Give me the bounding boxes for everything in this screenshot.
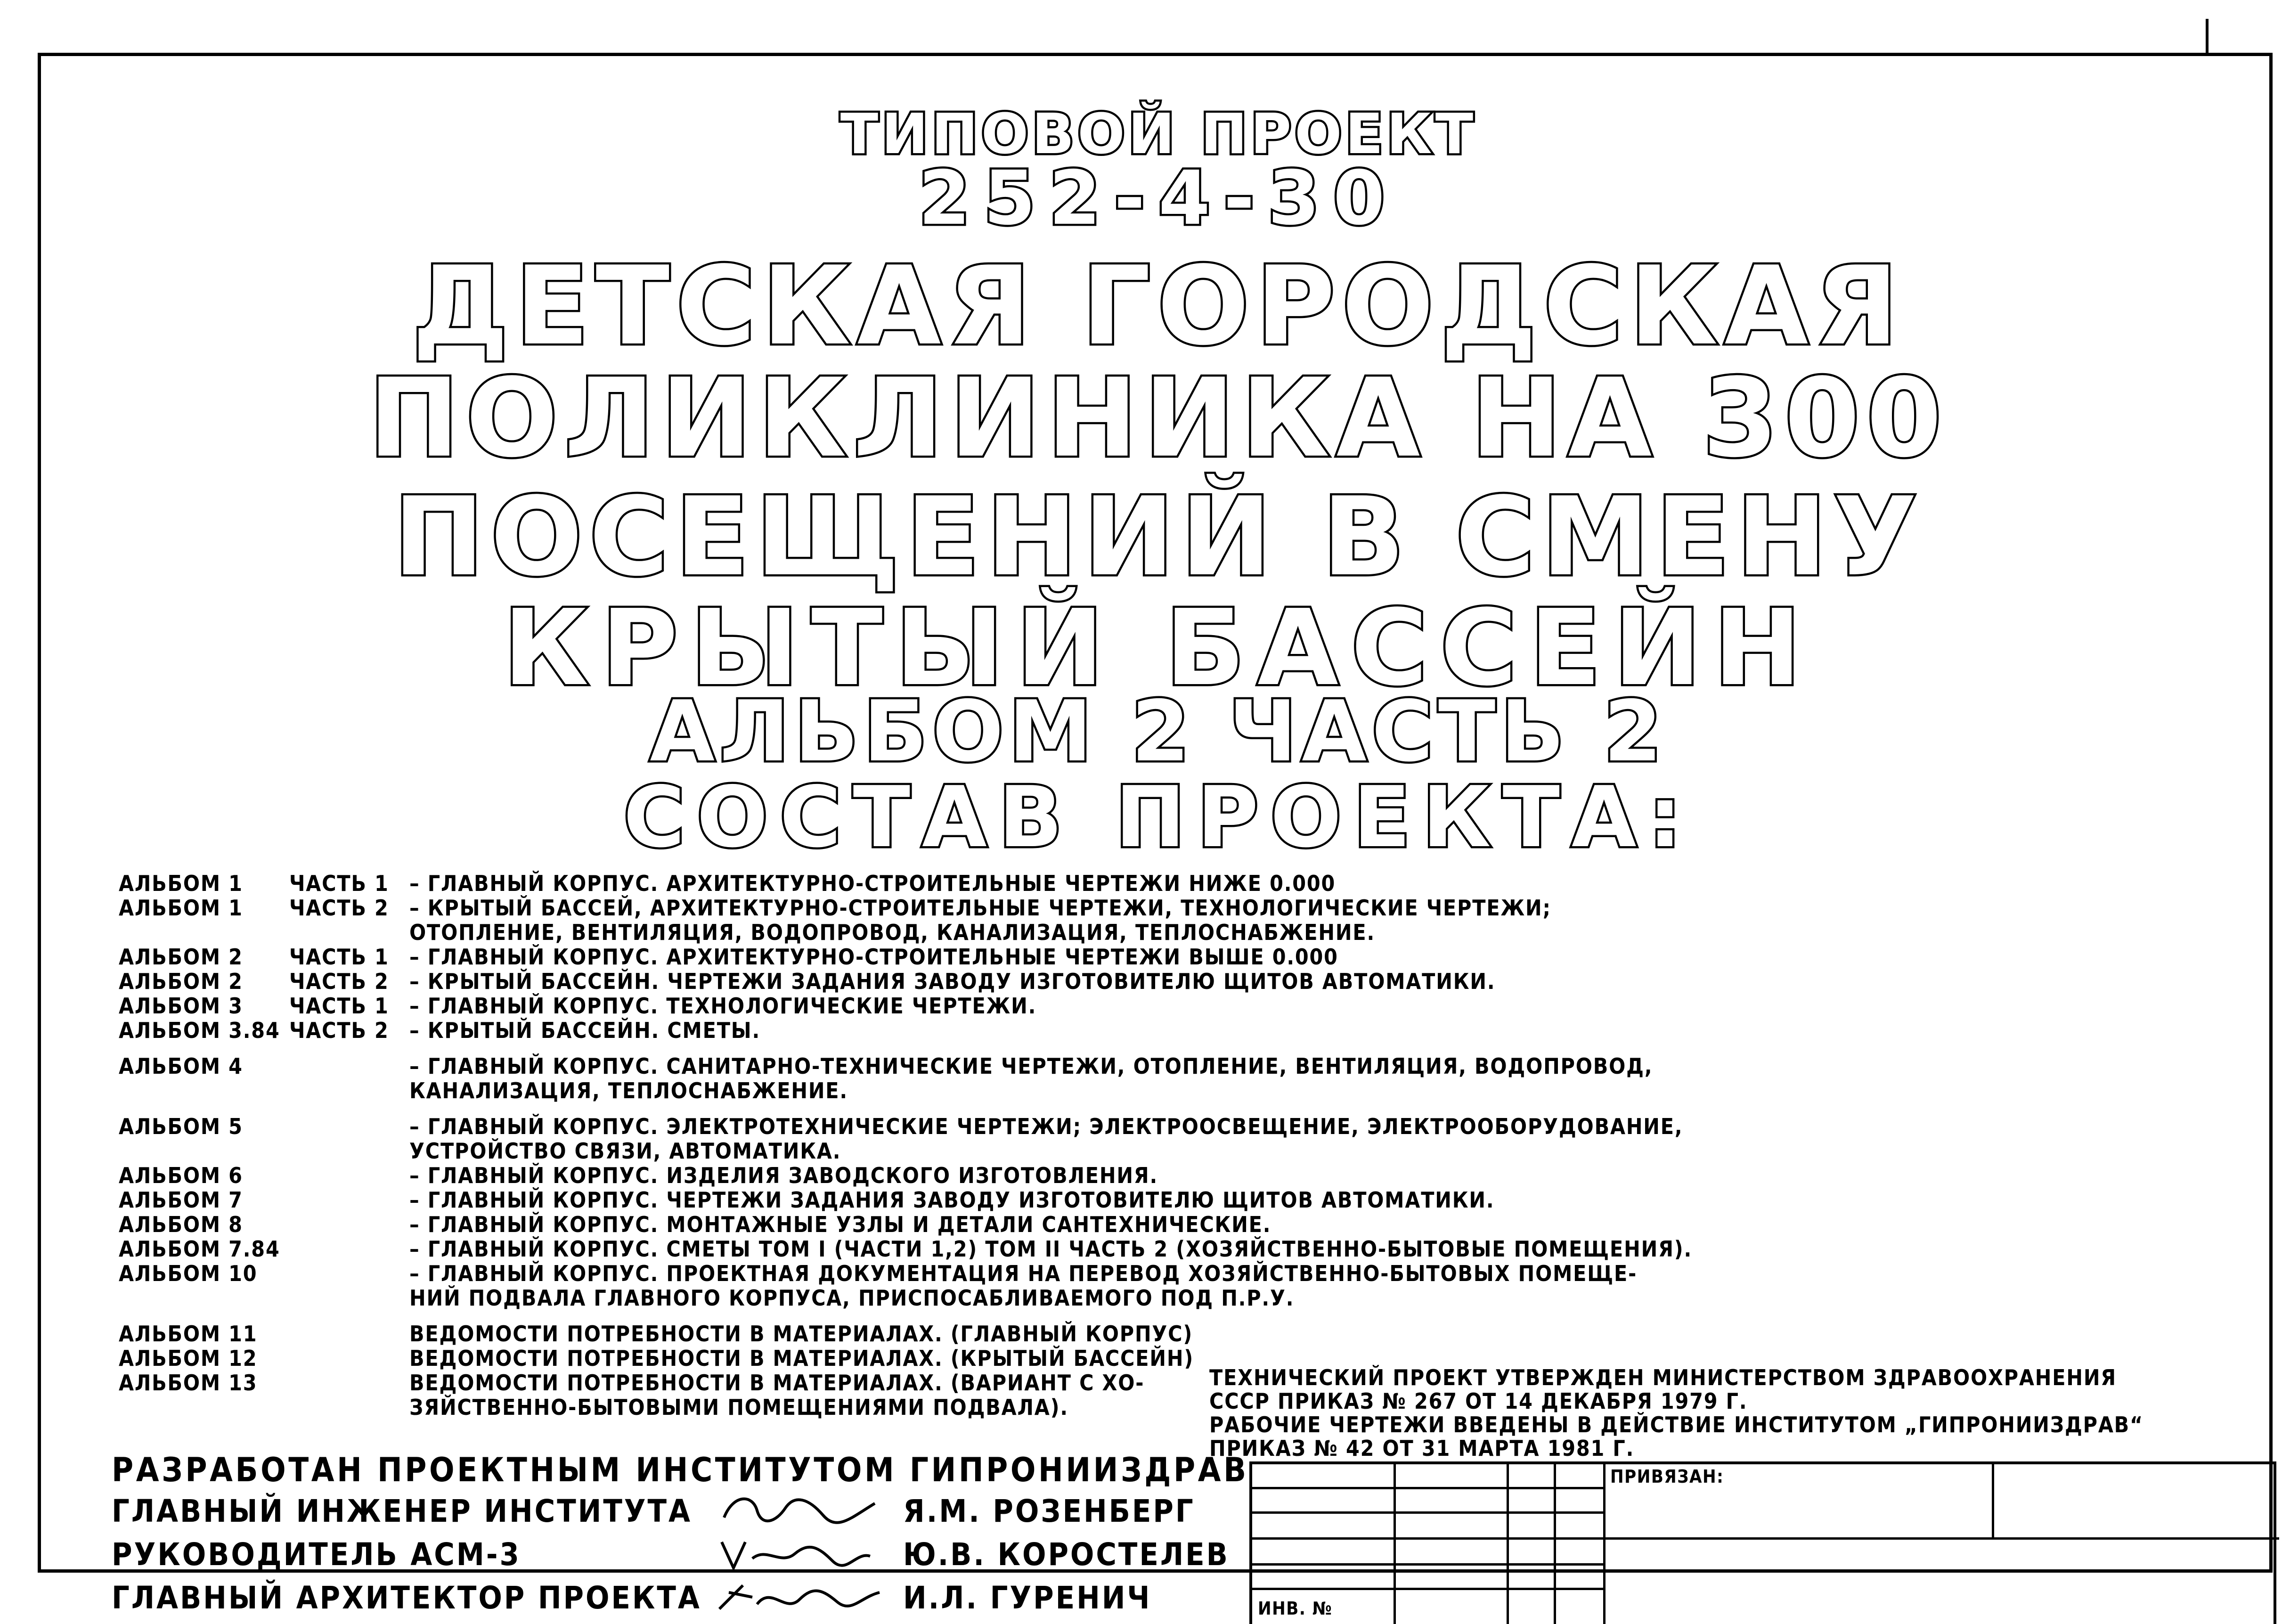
part-label xyxy=(289,1212,409,1237)
list-item xyxy=(119,1212,1909,1237)
title-line-3: ДЕТСКАЯ ГОРОДСКАЯ xyxy=(412,244,1905,369)
list-item xyxy=(119,994,1909,1018)
part-label: ЧАСТЬ 2 xyxy=(289,969,389,994)
album-label: АЛЬБОМ 13 xyxy=(119,1370,258,1395)
part-label: ЧАСТЬ 1 xyxy=(289,944,389,970)
list-item xyxy=(119,1163,1909,1188)
album-description: – КРЫТЫЙ БАССЕЙ, АРХИТЕКТУРНО-СТРОИТЕЛЬНЫЕ ЧЕРТЕЖИ, ТЕХНОЛОГИЧЕСКИЕ ЧЕРТЕЖИ; ОТОПЛЕНИЕ, ВЕНТИЛЯЦИЯ, ВОДОПРОВОД, КАНАЛИЗАЦИЯ, ТЕПЛОСНАБЖЕНИЕ. xyxy=(409,895,1551,945)
list-item xyxy=(119,1188,1909,1212)
album-description: – КРЫТЫЙ БАССЕЙН. СМЕТЫ. xyxy=(409,1018,761,1043)
approval-note: ТЕХНИЧЕСКИЙ ПРОЕКТ УТВЕРЖДЕН МИНИСТЕРСТВОМ ЗДРАВООХРАНЕНИЯ СССР ПРИКАЗ № 267 ОТ 14 ДЕКАБРЯ 1979 Г. РАБОЧИЕ ЧЕРТЕЖИ ВВЕДЕНЫ В ДЕЙСТВИЕ ИНСТИТУТОМ „ГИПРОНИИЗДРАВ“ ПРИКАЗ № 42 ОТ 31 МАРТА 1981 Г. xyxy=(1209,1365,2144,1461)
part-label xyxy=(289,1114,409,1163)
drawing-sheet xyxy=(38,53,2273,1619)
album-description: ВЕДОМОСТИ ПОТРЕБНОСТИ В МАТЕРИАЛАХ. (ГЛАВНЫЙ КОРПУС) xyxy=(409,1321,1193,1347)
album-description: ВЕДОМОСТИ ПОТРЕБНОСТИ В МАТЕРИАЛАХ. (КРЫТЫЙ БАССЕЙН) xyxy=(409,1346,1194,1371)
signature-row-asm-head xyxy=(112,1536,1230,1573)
signatory-role: ГЛАВНЫЙ ИНЖЕНЕР ИНСТИТУТА xyxy=(112,1493,692,1529)
album-label: АЛЬБОМ 1 xyxy=(119,871,243,896)
stamp-divider xyxy=(1252,1487,1603,1489)
handwritten-signature xyxy=(715,1576,884,1618)
title-project-number: 252-4-30 xyxy=(918,155,1399,242)
album-description: – ГЛАВНЫЙ КОРПУС. АРХИТЕКТУРНО-СТРОИТЕЛЬНЫЕ ЧЕРТЕЖИ НИЖЕ 0.000 xyxy=(409,871,1336,896)
list-item xyxy=(119,1261,1909,1310)
part-label: ЧАСТЬ 2 xyxy=(289,895,389,921)
list-item xyxy=(119,945,1909,969)
album-description: – ГЛАВНЫЙ КОРПУС. МОНТАЖНЫЕ УЗЛЫ И ДЕТАЛИ САНТЕХНИЧЕСКИЕ. xyxy=(409,1212,1271,1237)
title-album-part: АЛЬБОМ 2 ЧАСТЬ 2 xyxy=(650,683,1667,780)
album-description: ВЕДОМОСТИ ПОТРЕБНОСТИ В МАТЕРИАЛАХ. (ВАРИАНТ С ХО- ЗЯЙСТВЕННО-БЫТОВЫМИ ПОМЕЩЕНИЯМИ ПОДВАЛА). xyxy=(409,1370,1145,1420)
album-description: – ГЛАВНЫЙ КОРПУС. ЧЕРТЕЖИ ЗАДАНИЯ ЗАВОДУ ИЗГОТОВИТЕЛЮ ЩИТОВ АВТОМАТИКИ. xyxy=(409,1187,1495,1213)
part-label xyxy=(289,1163,409,1188)
signature-row-chief-architect xyxy=(112,1580,1152,1616)
signatory-name: Ю.В. КОРОСТЕЛЕВ xyxy=(903,1536,1230,1573)
part-label xyxy=(289,1054,409,1103)
album-label: АЛЬБОМ 2 xyxy=(119,944,243,970)
developed-by: РАЗРАБОТАН ПРОЕКТНЫМ ИНСТИТУТОМ ГИПРОНИИЗДРАВ xyxy=(112,1451,1249,1489)
album-description: – ГЛАВНЫЙ КОРПУС. ТЕХНОЛОГИЧЕСКИЕ ЧЕРТЕЖИ. xyxy=(409,993,1037,1019)
part-label xyxy=(289,1371,409,1420)
title-contents: СОСТАВ ПРОЕКТА: xyxy=(623,768,1694,866)
handwritten-signature xyxy=(715,1489,884,1532)
album-label: АЛЬБОМ 1 xyxy=(119,895,243,921)
album-description: – ГЛАВНЫЙ КОРПУС. СМЕТЫ ТОМ I (ЧАСТИ 1,2) ТОМ II ЧАСТЬ 2 (ХОЗЯЙСТВЕННО-БЫТОВЫЕ ПОМЕЩЕНИЯ). xyxy=(409,1236,1693,1262)
signatory-role: ГЛАВНЫЙ АРХИТЕКТОР ПРОЕКТА xyxy=(112,1580,701,1616)
corner-tick xyxy=(2206,19,2209,53)
stamp-divider xyxy=(1992,1464,1994,1540)
album-description: – ГЛАВНЫЙ КОРПУС. АРХИТЕКТУРНО-СТРОИТЕЛЬНЫЕ ЧЕРТЕЖИ ВЫШЕ 0.000 xyxy=(409,944,1338,970)
stamp-linked-label: ПРИВЯЗАН: xyxy=(1610,1466,1724,1487)
album-label: АЛЬБОМ 10 xyxy=(119,1261,258,1286)
album-description: – ГЛАВНЫЙ КОРПУС. САНИТАРНО-ТЕХНИЧЕСКИЕ ЧЕРТЕЖИ, ОТОПЛЕНИЕ, ВЕНТИЛЯЦИЯ, ВОДОПРОВОД, КАНАЛИЗАЦИЯ, ТЕПЛОСНАБЖЕНИЕ. xyxy=(409,1053,1653,1103)
stamp-divider xyxy=(1603,1464,1606,1624)
stamp-divider xyxy=(1252,1563,1603,1566)
album-label: АЛЬБОМ 2 xyxy=(119,969,243,994)
list-item xyxy=(119,871,1909,896)
part-label xyxy=(289,1322,409,1346)
album-label: АЛЬБОМ 4 xyxy=(119,1053,243,1079)
list-item xyxy=(119,1054,1909,1103)
list-item xyxy=(119,1018,1909,1043)
part-label xyxy=(289,1237,409,1261)
stamp-divider xyxy=(1252,1537,2279,1540)
signatory-role: РУКОВОДИТЕЛЬ АСМ-3 xyxy=(112,1536,521,1573)
part-label: ЧАСТЬ 2 xyxy=(289,1018,389,1043)
album-description: – КРЫТЫЙ БАССЕЙН. ЧЕРТЕЖИ ЗАДАНИЯ ЗАВОДУ ИЗГОТОВИТЕЛЮ ЩИТОВ АВТОМАТИКИ. xyxy=(409,969,1496,994)
contents-list xyxy=(119,871,1909,1420)
list-item xyxy=(119,969,1909,994)
album-description: – ГЛАВНЫЙ КОРПУС. ЭЛЕКТРОТЕХНИЧЕСКИЕ ЧЕРТЕЖИ; ЭЛЕКТРООСВЕЩЕНИЕ, ЭЛЕКТРООБОРУДОВАНИЕ, УСТРОЙСТВО СВЯЗИ, АВТОМАТИКА. xyxy=(409,1114,1683,1164)
album-label: АЛЬБОМ 12 xyxy=(119,1346,258,1371)
signatory-name: И.Л. ГУРЕНИЧ xyxy=(903,1580,1152,1616)
part-label: ЧАСТЬ 1 xyxy=(289,871,389,896)
album-label: АЛЬБОМ 11 xyxy=(119,1321,258,1347)
title-line-5: ПОСЕЩЕНИЙ В СМЕНУ xyxy=(393,474,1924,600)
part-label xyxy=(289,1188,409,1212)
title-pool: КРЫТЫЙ БАССЕЙН xyxy=(503,588,1814,709)
album-label: АЛЬБОМ 8 xyxy=(119,1212,243,1237)
title-line-4: ПОЛИКЛИНИКА НА 300 xyxy=(368,356,1948,481)
album-label: АЛЬБОМ 7.84 xyxy=(119,1236,280,1262)
title-standard-project: ТИПОВОЙ ПРОЕКТ xyxy=(840,101,1477,166)
album-label: АЛЬБОМ 3.84 xyxy=(119,1018,280,1043)
album-label: АЛЬБОМ 7 xyxy=(119,1187,243,1213)
stamp-divider xyxy=(1252,1511,1603,1514)
signature-row-chief-engineer xyxy=(112,1493,1195,1529)
part-label: ЧАСТЬ 1 xyxy=(289,993,389,1019)
album-description: – ГЛАВНЫЙ КОРПУС. ПРОЕКТНАЯ ДОКУМЕНТАЦИЯ НА ПЕРЕВОД ХОЗЯЙСТВЕННО-БЫТОВЫХ ПОМЕЩЕ- НИЙ ПОДВАЛА ГЛАВНОГО КОРПУСА, ПРИСПОСАБЛИВАЕМОГО ПОД П.Р.У. xyxy=(409,1261,1638,1311)
list-item xyxy=(119,1322,1909,1346)
album-label: АЛЬБОМ 6 xyxy=(119,1163,243,1188)
signatory-name: Я.М. РОЗЕНБЕРГ xyxy=(903,1493,1195,1529)
part-label xyxy=(289,1261,409,1310)
handwritten-signature xyxy=(715,1533,884,1575)
stamp-divider xyxy=(1252,1588,1603,1590)
title-block-stamp xyxy=(1249,1461,2276,1624)
list-item xyxy=(119,1237,1909,1261)
album-label: АЛЬБОМ 5 xyxy=(119,1114,243,1139)
album-description: – ГЛАВНЫЙ КОРПУС. ИЗДЕЛИЯ ЗАВОДСКОГО ИЗГОТОВЛЕНИЯ. xyxy=(409,1163,1158,1188)
album-label: АЛЬБОМ 3 xyxy=(119,993,243,1019)
list-item xyxy=(119,896,1909,945)
stamp-inventory-label: ИНВ. № xyxy=(1258,1598,1333,1619)
list-item xyxy=(119,1114,1909,1163)
part-label xyxy=(289,1346,409,1371)
